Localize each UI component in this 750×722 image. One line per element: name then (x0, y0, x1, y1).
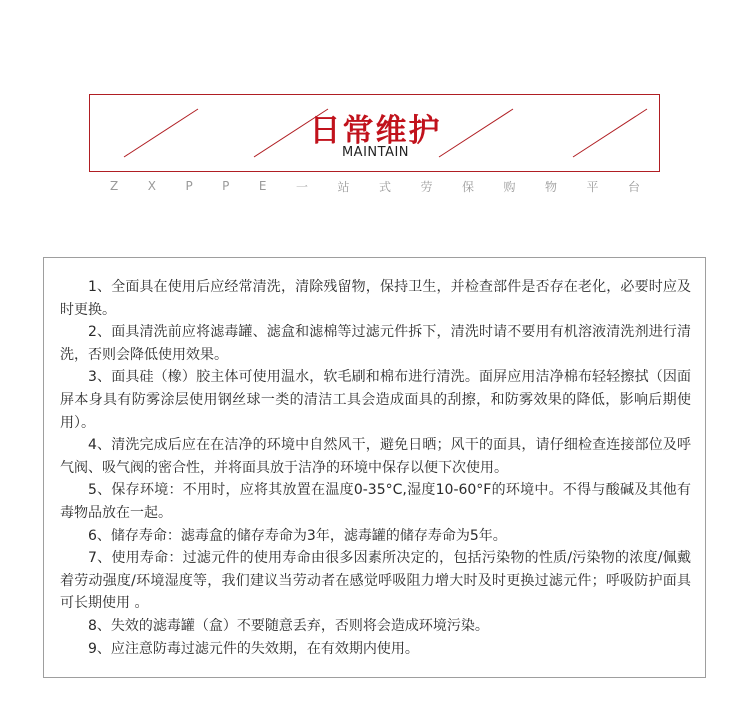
instruction-paragraph: 7、使用寿命：过滤元件的使用寿命由很多因素所决定的，包括污染物的性质/污染物的浓度/佩戴着劳动强度/环境湿度等，我们建议当劳动者在感觉呼吸阻力增大时及时更换过滤元件；呼吸防护面具可长期使用 。 (60, 550, 691, 612)
page-subtitle: MAINTAIN (341, 145, 410, 160)
tagline-char: 站 (337, 179, 350, 194)
instruction-paragraph: 6、储存寿命：滤毒盒的储存寿命为3年，滤毒罐的储存寿命为5年。 (88, 527, 507, 544)
tagline-char: 台 (627, 179, 640, 194)
tagline (110, 176, 640, 196)
page-title: 日常维护 (309, 113, 442, 149)
instruction-paragraph: 8、失效的滤毒罐（盒）不要随意丢弃，否则将会造成环境污染。 (88, 617, 489, 634)
instruction-paragraph: 2、面具清洗前应将滤毒罐、滤盒和滤棉等过滤元件拆下，清洗时请不要用有机溶液清洗剂进行清洗，否则会降低使用效果。 (60, 324, 691, 363)
instruction-paragraph: 9、应注意防毒过滤元件的失效期，在有效期内使用。 (88, 640, 419, 657)
tagline-char: Z (110, 179, 119, 193)
tagline-char: 劳 (420, 179, 433, 194)
tagline-char: 保 (461, 179, 474, 194)
tagline-char: X (147, 179, 156, 193)
tagline-char: 购 (503, 179, 516, 194)
tagline-char: 式 (378, 179, 391, 194)
tagline-char: E (258, 179, 267, 193)
header-banner (89, 94, 660, 172)
instruction-paragraph: 4、清洗完成后应在在洁净的环境中自然风干，避免日晒；风干的面具，请仔细检查连接部位及呼气阀、吸气阀的密合性，并将面具放于洁净的环境中保存以便下次使用。 (60, 437, 691, 476)
maintenance-instructions (43, 257, 706, 678)
tagline-char: 一 (295, 179, 308, 194)
tagline-char: P (222, 179, 230, 193)
tagline-char: P (185, 179, 193, 193)
instruction-paragraph: 3、面具硅（橡）胶主体可使用温水，软毛刷和棉布进行清洗。面屏应用洁净棉布轻轻擦拭（因面屏本身具有防雾涂层使用钢丝球一类的清洁工具会造成面具的刮擦，和防雾效果的降低，影响后期使用）。 (60, 369, 691, 431)
instruction-paragraph: 1、全面具在使用后应经常清洗，清除残留物，保持卫生，并检查部件是否存在老化，必要时应及时更换。 (60, 279, 691, 318)
tagline-char: 物 (544, 179, 557, 194)
instruction-paragraph: 5、保存环境：不用时，应将其放置在温度0-35°C,湿度10-60°F的环境中。不得与酸碱及其他有毒物品放在一起。 (60, 482, 691, 521)
tagline-char: 平 (586, 179, 599, 194)
